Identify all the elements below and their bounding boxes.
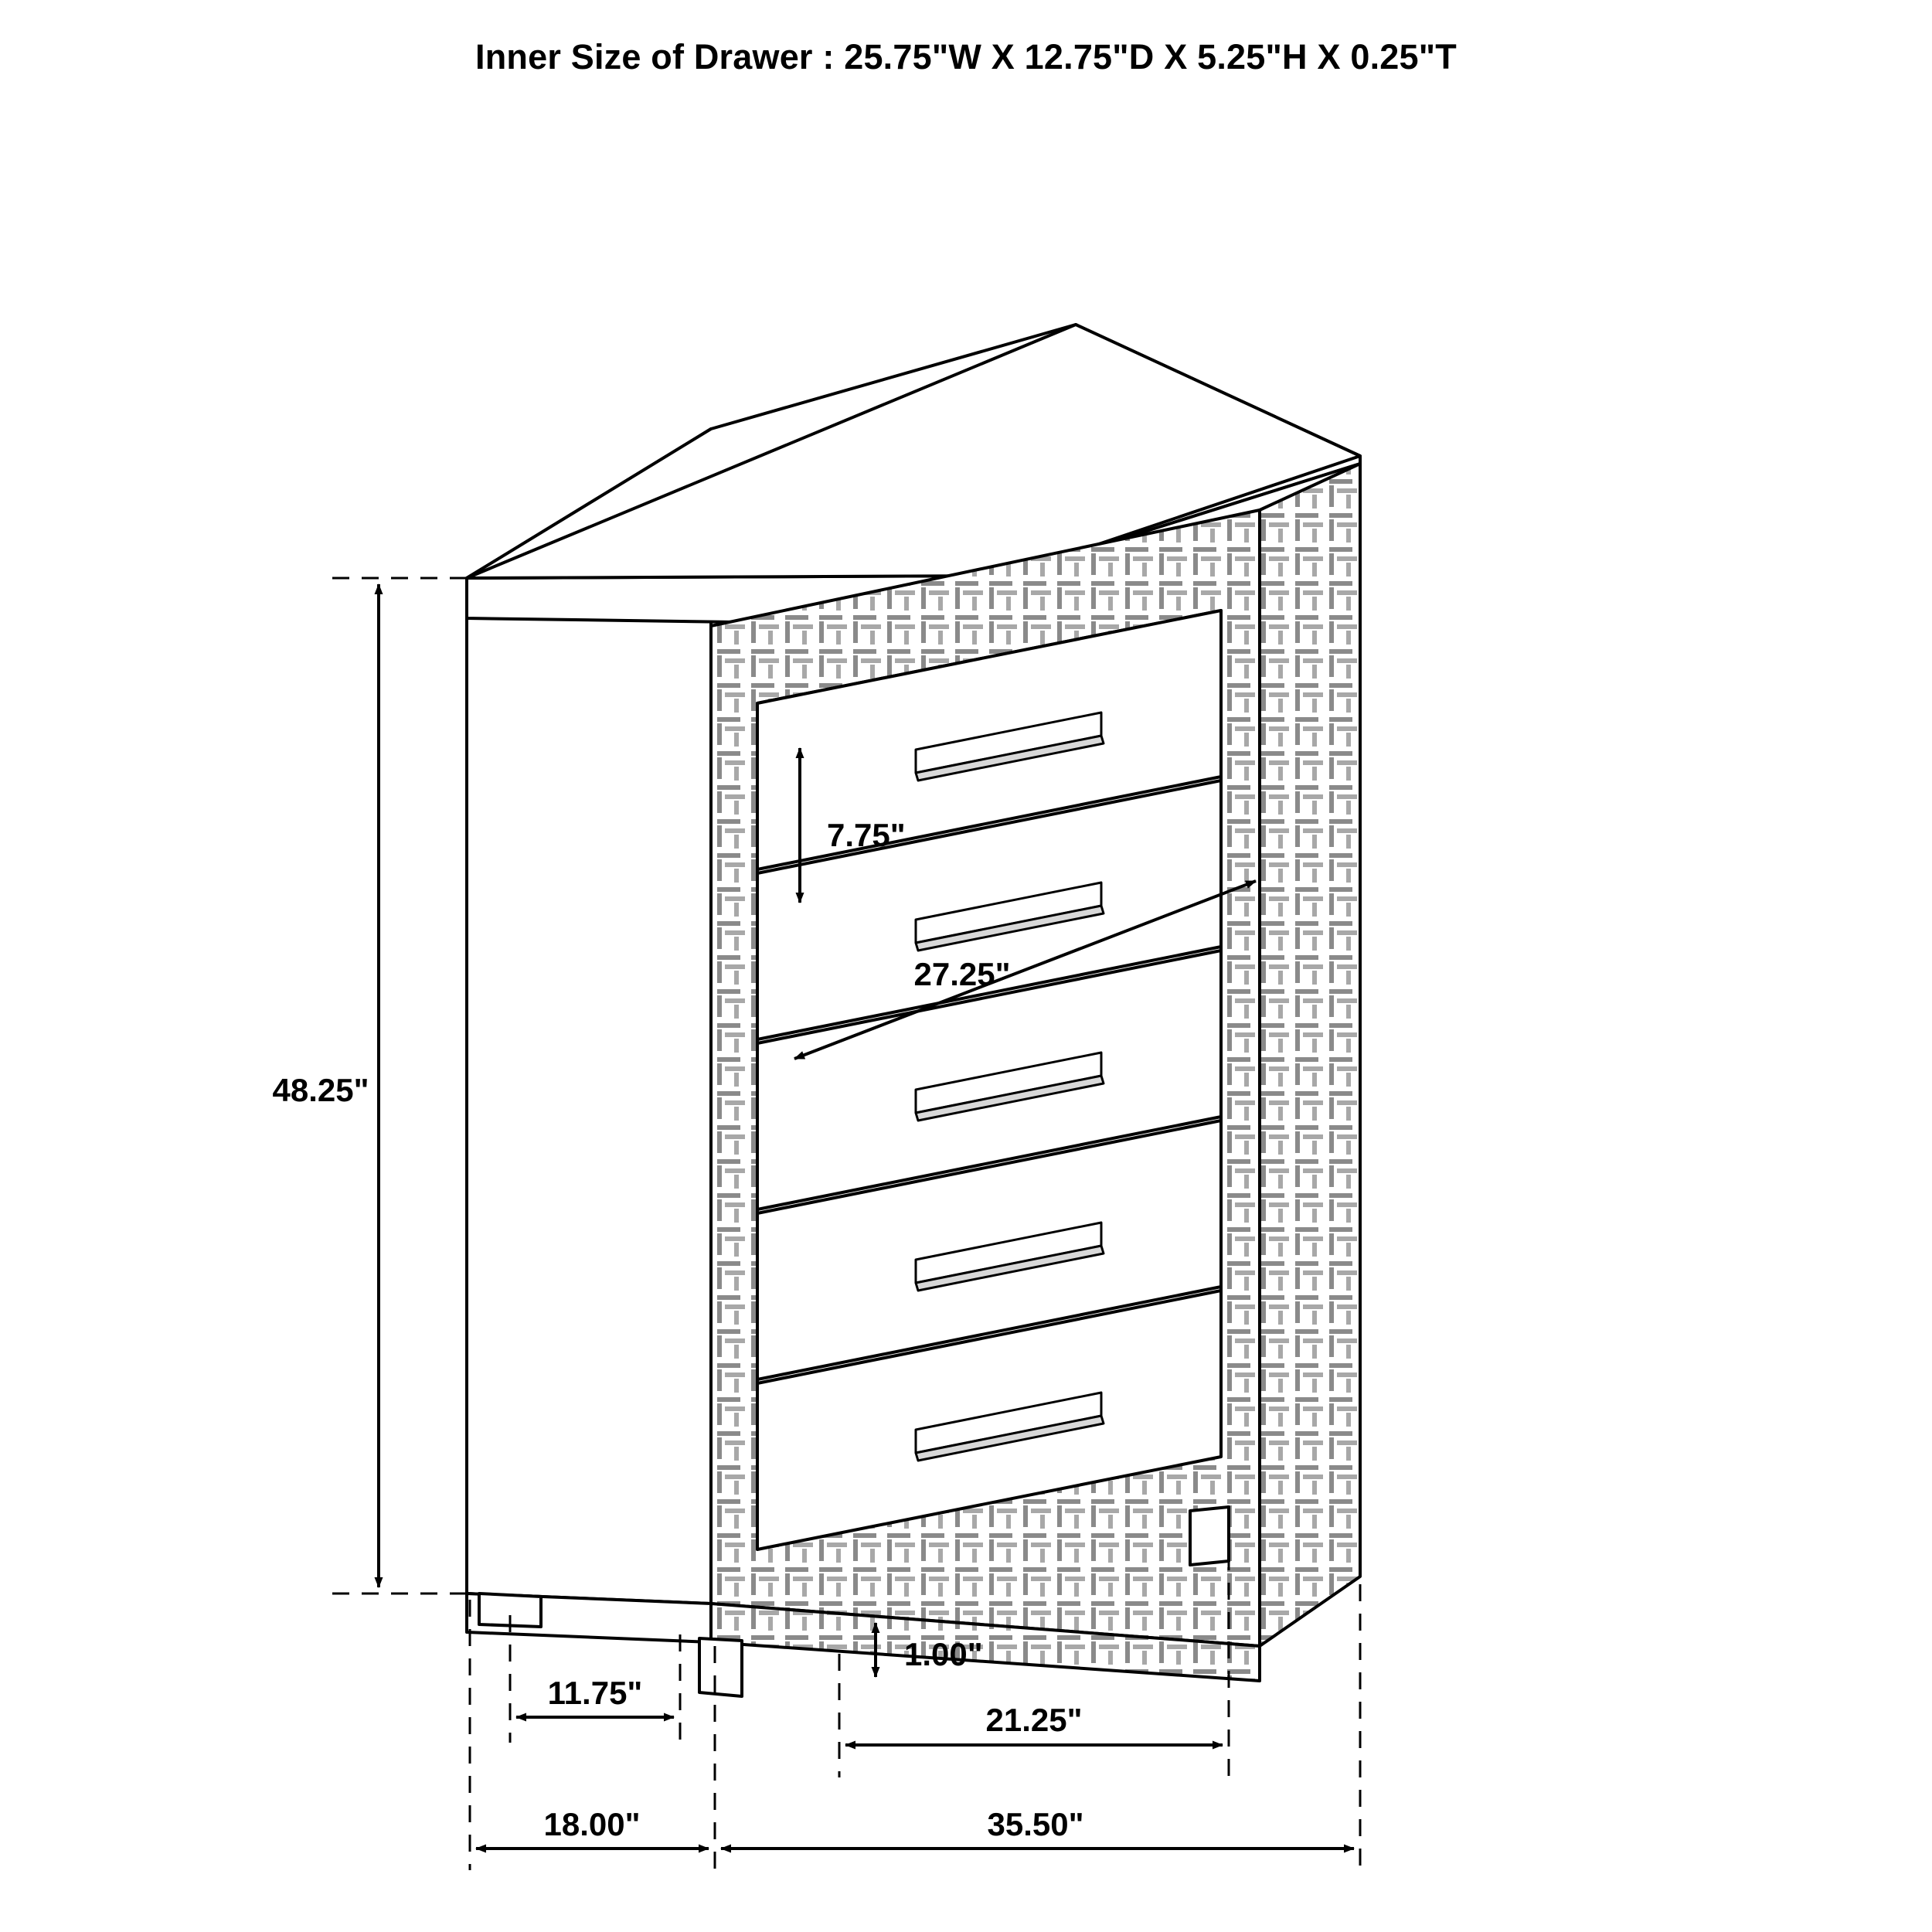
page-title: Inner Size of Drawer : 25.75"W X 12.75"D X 5.25"H X 0.25"T	[475, 37, 1457, 77]
label-overall-depth: 18.00"	[543, 1806, 641, 1842]
foot-front-left	[699, 1638, 742, 1696]
label-drawer-width: 27.25"	[913, 956, 1011, 992]
label-foot-inset: 11.75"	[547, 1675, 643, 1711]
label-overall-width: 35.50"	[987, 1806, 1084, 1842]
label-drawer-height: 7.75"	[827, 817, 906, 853]
label-foot-span: 21.25"	[985, 1702, 1083, 1738]
foot-front-right	[1190, 1507, 1229, 1565]
chest-body	[467, 325, 1360, 1696]
label-overall-height: 48.25"	[272, 1072, 369, 1108]
label-base-height: 1.00"	[904, 1636, 983, 1672]
right-textured-panel	[1260, 464, 1360, 1646]
